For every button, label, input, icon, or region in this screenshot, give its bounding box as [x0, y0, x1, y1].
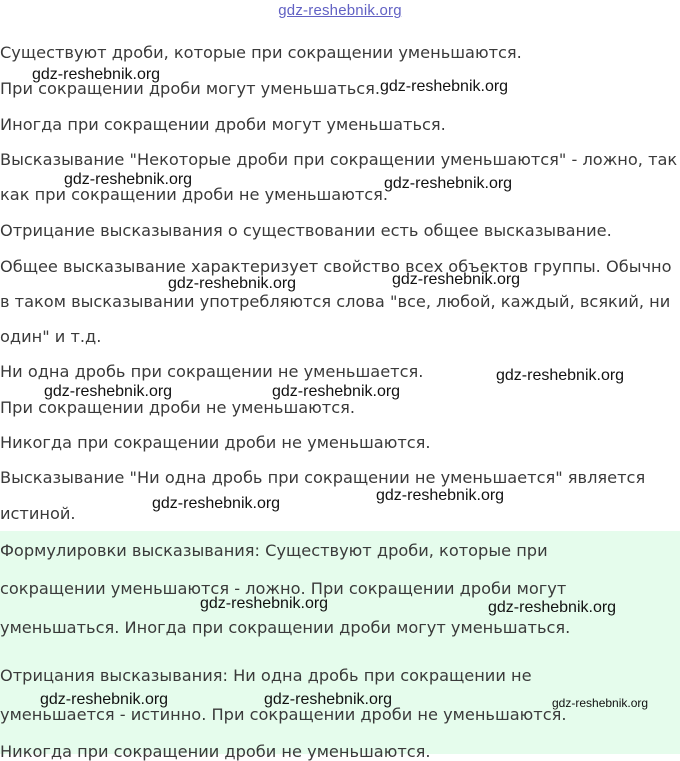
solution-line: Существуют дроби, которые при сокращении уменьшаются. [0, 43, 522, 62]
solution-line: как при сокращении дроби не уменьшаются. [0, 185, 389, 204]
watermark: gdz-reshebnik.org [168, 275, 297, 292]
watermark: gdz-reshebnik.org [496, 367, 625, 384]
solution-line: Отрицание высказывания о существовании есть общее высказывание. [0, 221, 612, 240]
watermark: gdz-reshebnik.org [40, 691, 169, 708]
watermark: gdz-reshebnik.org [200, 595, 329, 612]
solution-line: в таком высказывании употребляются слова "все, любой, каждый, всякий, ни [0, 292, 671, 311]
watermark: gdz-reshebnik.org [380, 78, 509, 95]
watermark: gdz-reshebnik.org [272, 383, 401, 400]
solution-line: Высказывание "Некоторые дроби при сокращении уменьшаются" - ложно, так [0, 150, 678, 169]
solution-line: При сокращении дроби могут уменьшаться. [0, 79, 381, 98]
site-header-link[interactable]: gdz-reshebnik.org [278, 2, 402, 19]
solution-line: Никогда при сокращении дроби не уменьшаются. [0, 433, 431, 452]
answer-line: Никогда при сокращении дроби не уменьшаются. [0, 742, 431, 761]
watermark: gdz-reshebnik.org [384, 175, 513, 192]
solution-line: Высказывание "Ни одна дробь при сокращении не уменьшается" является [0, 468, 646, 487]
solution-line: один" и т.д. [0, 327, 102, 346]
watermark: gdz-reshebnik.org [64, 171, 193, 188]
watermark: gdz-reshebnik.org [488, 599, 617, 616]
solution-line: При сокращении дроби не уменьшаются. [0, 398, 356, 417]
watermark: gdz-reshebnik.org [152, 495, 281, 512]
answer-line: Формулировки высказывания: Существуют дроби, которые при [0, 541, 548, 560]
watermark: gdz-reshebnik.org [44, 383, 173, 400]
answer-line: Отрицания высказывания: Ни одна дробь при сокращении не [0, 666, 532, 685]
watermark: gdz-reshebnik.org [32, 66, 161, 83]
watermark: gdz-reshebnik.org [392, 271, 521, 288]
watermark: gdz-reshebnik.org [376, 487, 505, 504]
solution-line: Ни одна дробь при сокращении не уменьшается. [0, 362, 424, 381]
solution-line: истиной. [0, 504, 76, 523]
answer-line: уменьшается - истинно. При сокращении дроби не уменьшаются. [0, 705, 567, 724]
answer-line: сокращении уменьшаются - ложно. При сокращении дроби могут [0, 579, 567, 598]
watermark: gdz-reshebnik.org [552, 696, 649, 710]
answer-line: уменьшаться. Иногда при сокращении дроби могут уменьшаться. [0, 618, 571, 637]
solution-line: Иногда при сокращении дроби могут уменьшаться. [0, 115, 446, 134]
solution-line: Общее высказывание характеризует свойство всех объектов группы. Обычно [0, 257, 672, 276]
watermark: gdz-reshebnik.org [264, 691, 393, 708]
